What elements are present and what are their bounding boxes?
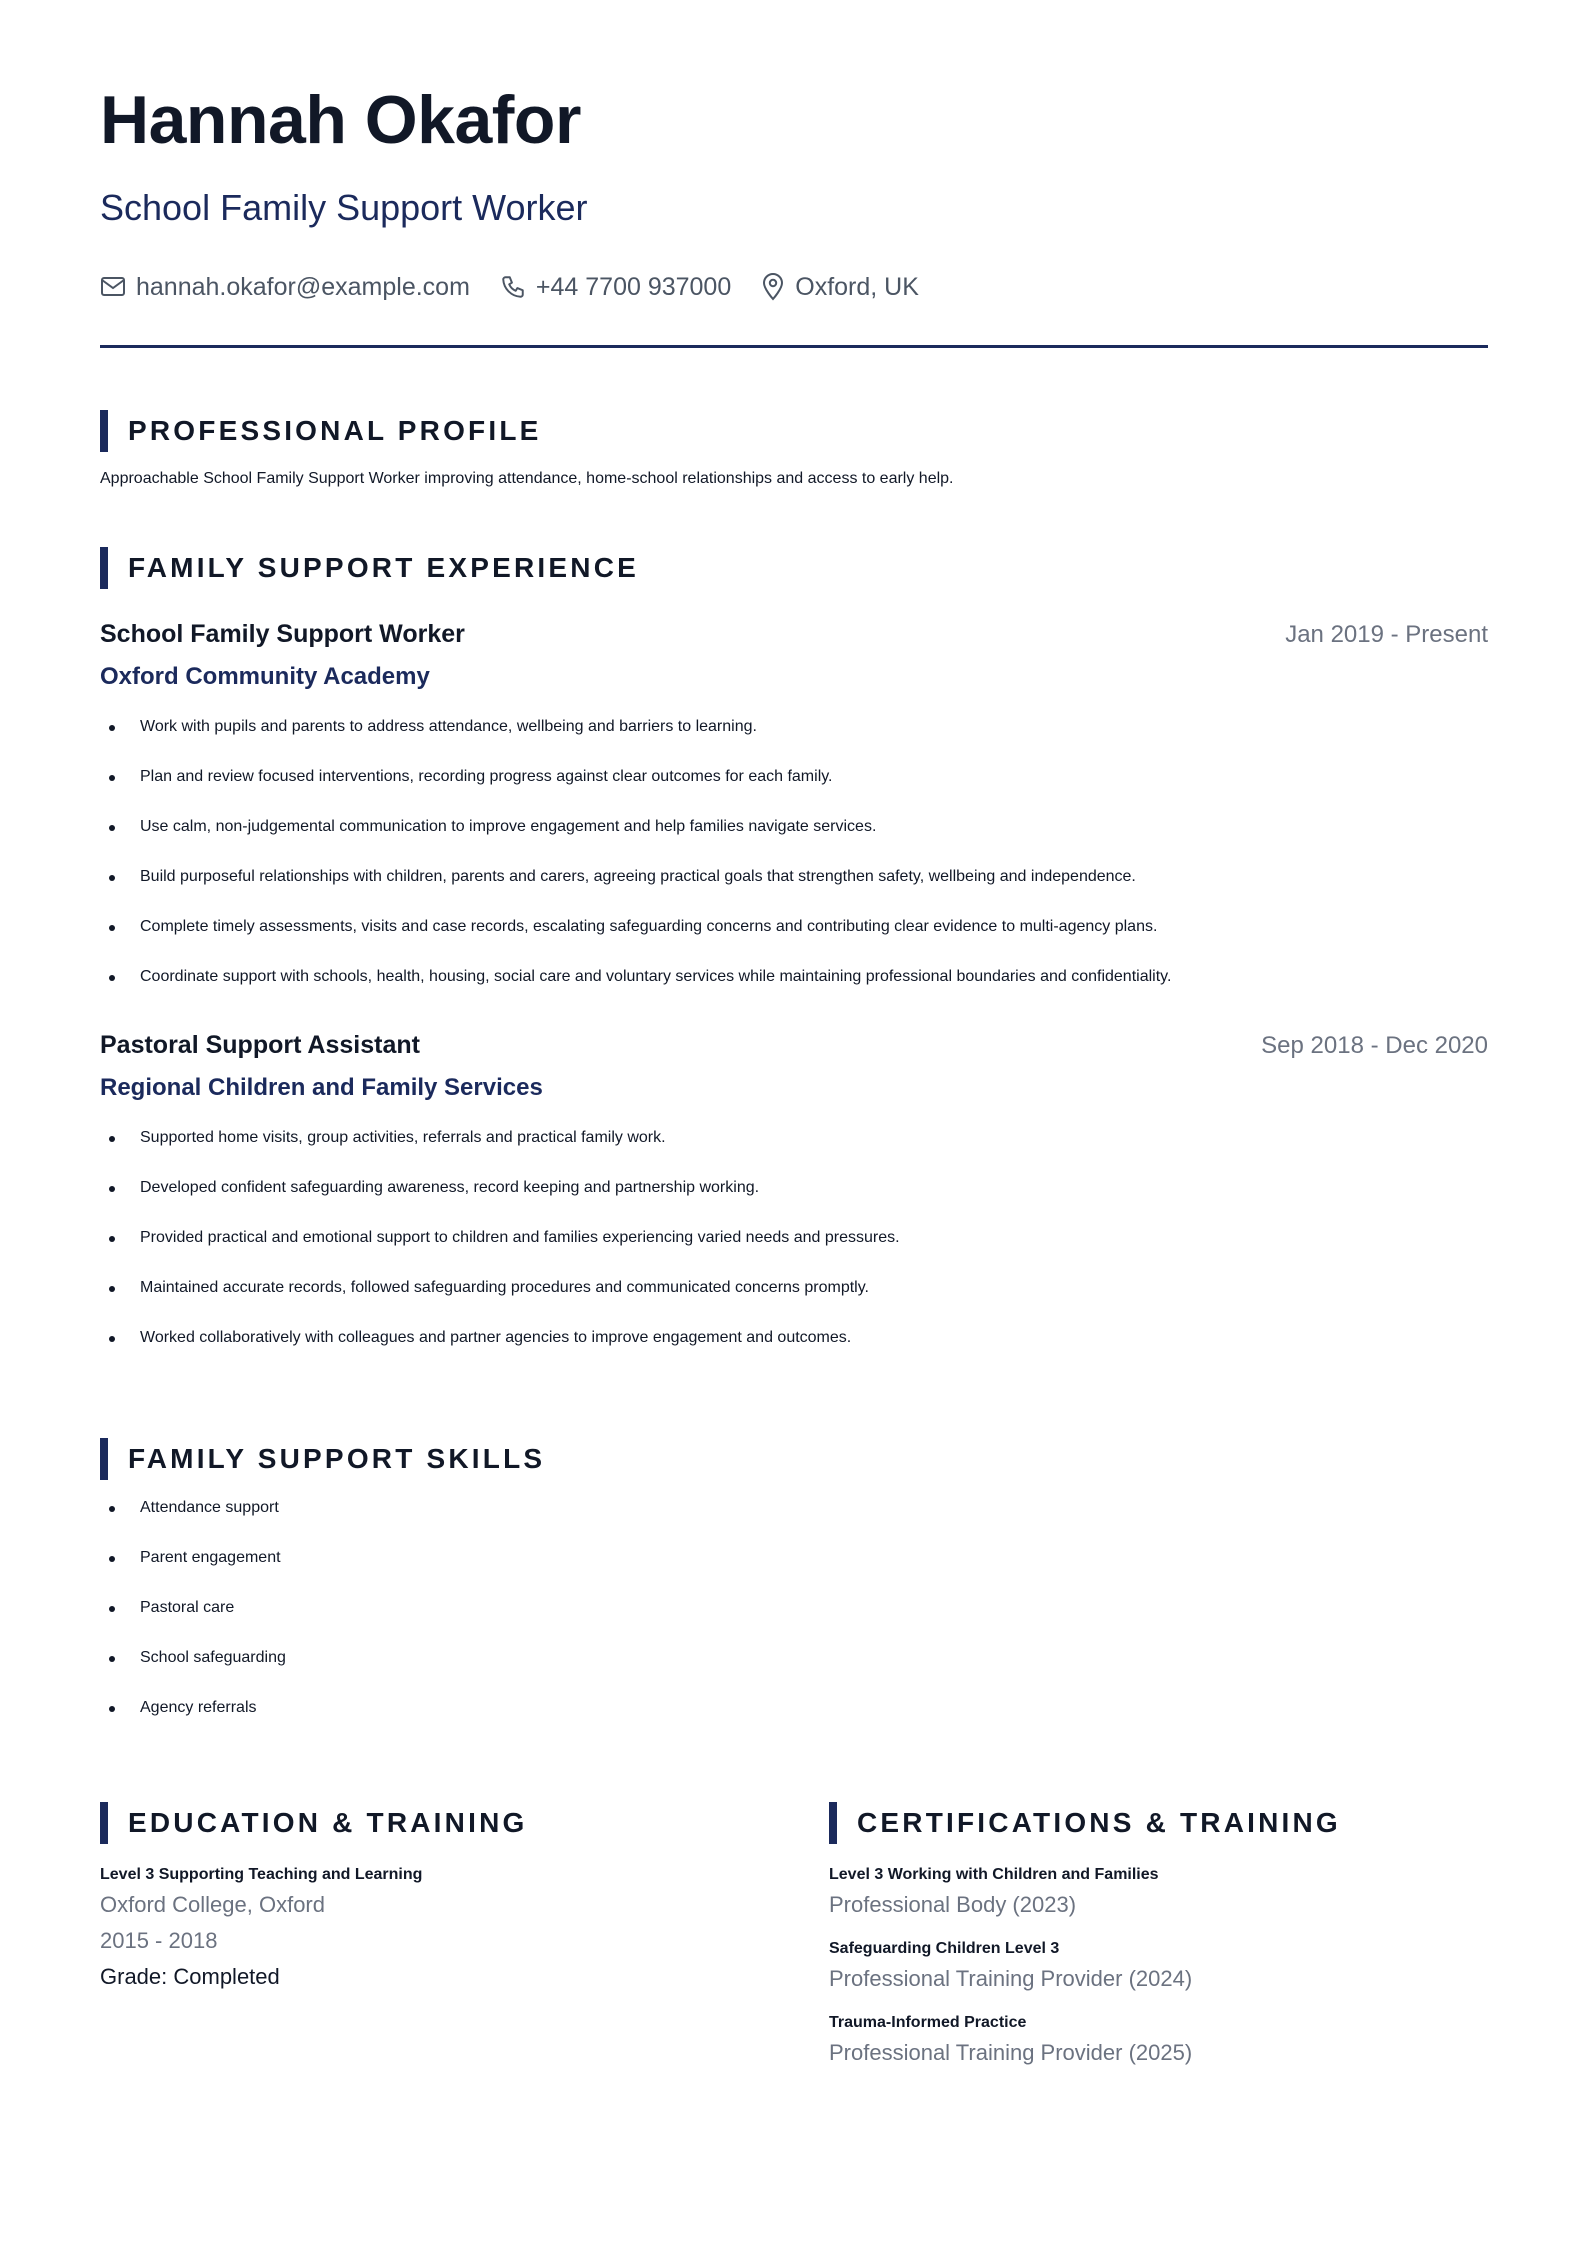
section-title: PROFESSIONAL PROFILE (128, 415, 542, 446)
skills-list (100, 1498, 286, 1748)
section-title: FAMILY SUPPORT SKILLS (128, 1443, 546, 1474)
skill-item: Pastoral care (100, 1598, 286, 1648)
certification-issuer: Professional Body (2023) (829, 1892, 1077, 1917)
job-title: Pastoral Support Assistant (100, 1031, 420, 1059)
section-accent-bar (100, 1438, 108, 1480)
certification-issuer: Professional Training Provider (2024) (829, 1966, 1193, 1991)
job-header-row (100, 1031, 1488, 1060)
job-title: School Family Support Worker (100, 620, 465, 648)
contact-location (761, 272, 919, 302)
job-title-heading: School Family Support Worker (100, 187, 588, 228)
experience-entry (100, 620, 1488, 1017)
certifications-list (829, 1866, 1469, 2088)
skill-item: Attendance support (100, 1498, 286, 1548)
list-item: Complete timely assessments, visits and case records, escalating safeguarding concerns and contributing clear evidence to multi-agency plans. (100, 917, 1488, 967)
section-accent-bar (829, 1802, 837, 1844)
section-profile (100, 410, 542, 452)
candidate-name: Hannah Okafor (100, 82, 581, 158)
mail-icon (100, 276, 126, 298)
skill-item: Agency referrals (100, 1698, 286, 1748)
list-item: Provided practical and emotional support to children and families experiencing varied needs and pressures. (100, 1228, 1488, 1278)
skill-item: Parent engagement (100, 1548, 286, 1598)
job-organization: Oxford Community Academy (100, 663, 430, 690)
section-certifications (829, 1802, 1341, 1844)
phone-icon (500, 274, 526, 300)
contact-phone[interactable] (500, 272, 731, 302)
map-pin-icon (761, 273, 785, 301)
job-organization: Regional Children and Family Services (100, 1074, 543, 1101)
job-bullets (100, 717, 1488, 1017)
contact-bar (100, 272, 919, 302)
section-skills (100, 1438, 545, 1480)
list-item: Coordinate support with schools, health, housing, social care and voluntary services while maintaining professional boundaries and confidentiality. (100, 967, 1488, 1017)
list-item: Maintained accurate records, followed safeguarding procedures and communicated concerns promptly. (100, 1278, 1488, 1328)
contact-email[interactable] (100, 272, 470, 302)
certification-name: Trauma-Informed Practice (829, 2014, 1027, 2031)
list-item: Build purposeful relationships with children, parents and carers, agreeing practical goals that strengthen safety, wellbeing and independence. (100, 867, 1488, 917)
list-item: Plan and review focused interventions, recording progress against clear outcomes for each family. (100, 767, 1488, 817)
certification-name: Level 3 Working with Children and Families (829, 1866, 1159, 1883)
certification-entry (829, 1940, 1469, 1992)
list-item: Work with pupils and parents to address attendance, wellbeing and barriers to learning. (100, 717, 1488, 767)
section-education (100, 1802, 527, 1844)
skill-item: School safeguarding (100, 1648, 286, 1698)
education-dates: 2015 - 2018 (100, 1928, 218, 1953)
certification-issuer: Professional Training Provider (2025) (829, 2040, 1193, 2065)
certification-name: Safeguarding Children Level 3 (829, 1940, 1060, 1957)
location-text: Oxford, UK (795, 273, 919, 301)
experience-entry (100, 1031, 1488, 1378)
education-entry (100, 1866, 740, 1990)
section-experience (100, 547, 639, 589)
section-title: FAMILY SUPPORT EXPERIENCE (128, 552, 639, 583)
list-item: Worked collaboratively with colleagues and partner agencies to improve engagement and outcomes. (100, 1328, 1488, 1378)
section-title: EDUCATION & TRAINING (128, 1807, 528, 1838)
job-header-row (100, 620, 1488, 649)
header-divider (100, 345, 1488, 348)
section-accent-bar (100, 547, 108, 589)
institution-name: Oxford College, Oxford (100, 1892, 325, 1917)
job-dates: Jan 2019 - Present (1285, 621, 1488, 648)
education-grade: Grade: Completed (100, 1964, 280, 1989)
email-text: hannah.okafor@example.com (136, 273, 470, 301)
qualification-name: Level 3 Supporting Teaching and Learning (100, 1866, 423, 1883)
profile-summary: Approachable School Family Support Worker improving attendance, home-school relationships and access to early help. (100, 470, 954, 487)
section-title: CERTIFICATIONS & TRAINING (857, 1807, 1341, 1838)
certification-entry (829, 1866, 1469, 1918)
job-dates: Sep 2018 - Dec 2020 (1261, 1032, 1488, 1059)
certification-entry (829, 2014, 1469, 2066)
list-item: Supported home visits, group activities, referrals and practical family work. (100, 1128, 1488, 1178)
job-bullets (100, 1128, 1488, 1378)
section-accent-bar (100, 410, 108, 452)
list-item: Developed confident safeguarding awareness, record keeping and partnership working. (100, 1178, 1488, 1228)
phone-text: +44 7700 937000 (535, 273, 732, 301)
list-item: Use calm, non-judgemental communication to improve engagement and help families navigate services. (100, 817, 1488, 867)
section-accent-bar (100, 1802, 108, 1844)
